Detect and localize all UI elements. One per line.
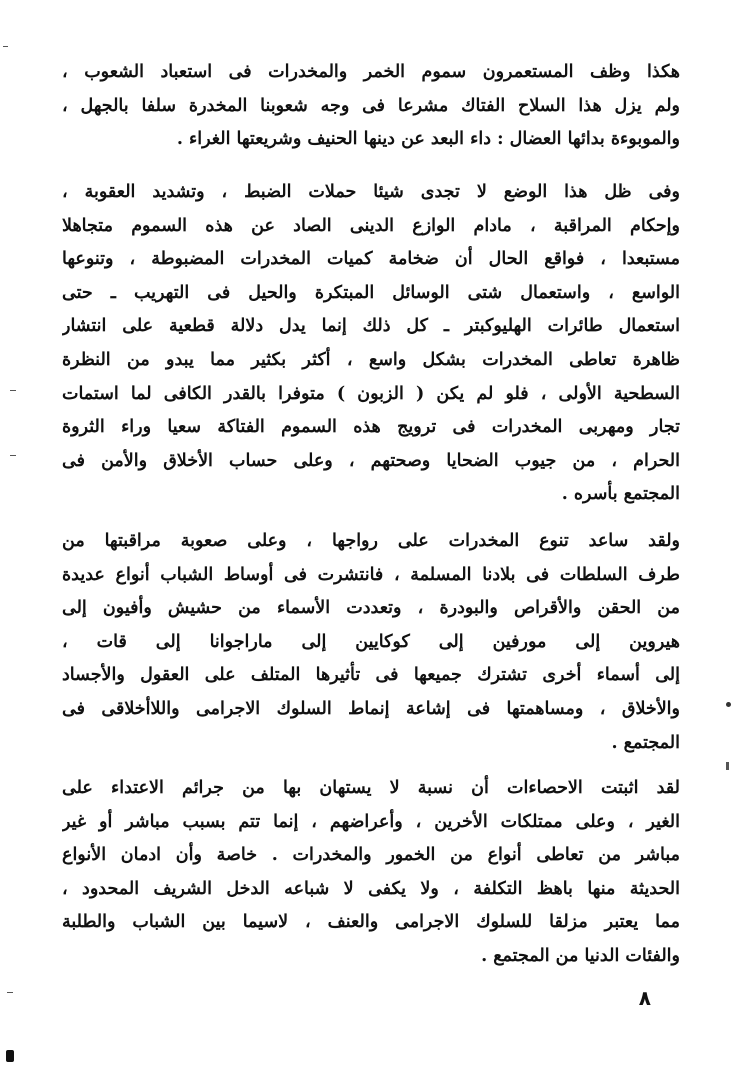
scan-mark <box>10 455 16 456</box>
paragraph-line: استعمال طائرات الهليوكبتر ـ كل ذلك إنما يدل دلالة قطعية على انتشار <box>62 316 680 337</box>
scan-mark <box>726 702 731 707</box>
paragraph-line: من الحقن والأقراص والبودرة ، وتعددت الأسماء من حشيش وأفيون إلى <box>62 598 680 619</box>
paragraph-line: مما يعتبر مزلقا للسلوك الاجرامى والعنف ، لاسيما بين الشباب والطلبة <box>62 912 680 933</box>
scan-mark <box>7 992 13 993</box>
paragraph-line: والفئات الدنيا من المجتمع . <box>481 945 680 966</box>
paragraph-line: مستبعدا ، فواقع الحال أن ضخامة كميات المخدرات المضبوطة ، وتنوعها <box>62 249 680 270</box>
paragraph-line: ولم يزل هذا السلاح الفتاك مشرعا فى وجه شعوبنا المخدرة سلفا بالجهل ، <box>62 95 680 116</box>
scan-mark <box>726 762 729 770</box>
page-number: ٨ <box>638 986 651 1010</box>
paragraph-line: تجار ومهربى المخدرات فى ترويج هذه السموم الفتاكة سعيا وراء الثروة <box>62 417 680 438</box>
paragraph-line: ولقد ساعد تنوع المخدرات على رواجها ، وعلى صعوبة مراقبتها من <box>62 531 680 551</box>
paragraph-3 <box>62 525 680 760</box>
paragraph-line: هكذا وظف المستعمرون سموم الخمر والمخدرات فى استعباد الشعوب ، <box>62 62 680 82</box>
paragraph-line: وفى ظل هذا الوضع لا تجدى شيئا حملات الضبط ، وتشديد العقوبة ، <box>62 182 680 202</box>
paragraph-2 <box>62 176 680 512</box>
paragraph-line: ظاهرة تعاطى المخدرات بشكل واسع ، أكثر بكثير مما يبدو من النظرة <box>62 349 680 370</box>
paragraph-line: والموبوءة بدائها العضال : داء البعد عن دينها الحنيف وشريعتها الغراء . <box>176 129 680 150</box>
paragraph-line: الواسع ، واستعمال شتى الوسائل المبتكرة والحيل فى التهريب ـ حتى <box>62 282 680 303</box>
paragraph-line: وإحكام المراقبة ، مادام الوازع الدينى الصاد عن هذه السموم متجاهلا <box>62 215 680 236</box>
paragraph-line: الحرام ، من جيوب الضحايا وصحتهم ، وعلى حساب الأخلاق والأمن فى <box>62 450 680 471</box>
scan-mark <box>6 1050 14 1062</box>
paragraph-line: والأخلاق ، ومساهمتها فى إشاعة إنماط السلوك الاجرامى واللاأخلاقى فى <box>62 698 680 719</box>
paragraph-line: لقد اثبتت الاحصاءات أن نسبة لا يستهان بها من جرائم الاعتداء على <box>62 778 680 798</box>
scan-mark <box>3 46 8 47</box>
paragraph-1 <box>62 56 680 157</box>
paragraph-line: الحديثة منها باهظ التكلفة ، ولا يكفى لا شباعه الدخل الشريف المحدود ، <box>62 878 680 899</box>
paragraph-4 <box>62 772 680 974</box>
paragraph-line: الغير ، وعلى ممتلكات الأخرين ، وأعراضهم ، إنما تتم بسبب مباشر أو غير <box>62 811 680 832</box>
paragraph-line: السطحية الأولى ، فلو لم يكن ( الزبون ) متوفرا بالقدر الكافى لما استمات <box>62 383 680 404</box>
paragraph-line: هيروين إلى مورفين إلى كوكايين إلى ماراجوانا إلى قات ، <box>62 631 680 652</box>
scan-mark <box>10 390 16 391</box>
paragraph-line: المجتمع بأسره . <box>561 484 680 505</box>
paragraph-line: المجتمع . <box>611 732 680 753</box>
paragraph-line: طرف السلطات فى بلادنا المسلمة ، فانتشرت فى أوساط الشباب أنواع عديدة <box>62 564 680 585</box>
paragraph-line: مباشر من تعاطى أنواع من الخمور والمخدرات . خاصة وأن ادمان الأنواع <box>62 845 680 866</box>
paragraph-line: إلى أسماء أخرى تشترك جميعها فى تأثيرها المتلف على العقول والأجساد <box>62 665 680 686</box>
